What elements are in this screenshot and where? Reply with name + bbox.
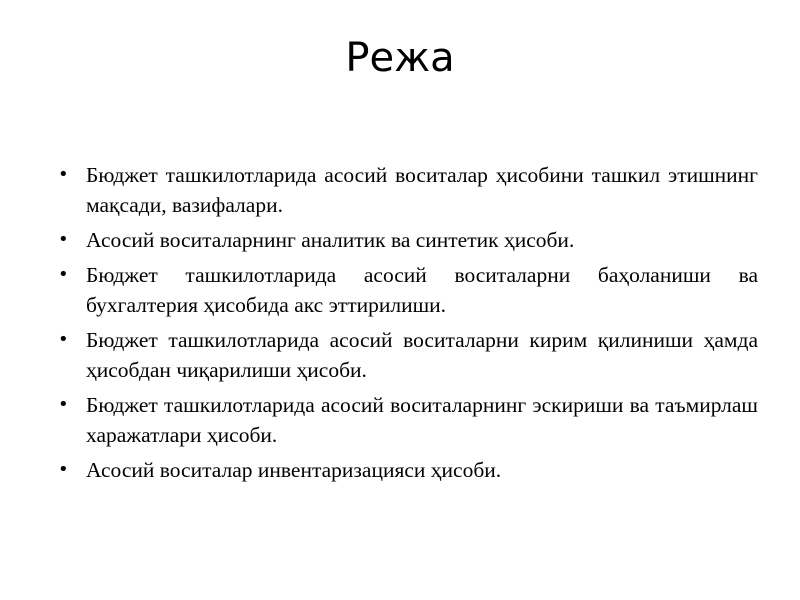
bullet-icon: •	[58, 229, 69, 250]
bullet-text: Бюджет ташкилотларида асосий воситаларни баҳоланиши ва бухгалтерия ҳисобида акс эттирилиши.	[86, 263, 758, 317]
bullet-icon: •	[58, 394, 69, 415]
bullet-text: Бюджет ташкилотларида асосий воситаларнинг эскириши ва таъмирлаш харажатлари ҳисоби.	[86, 393, 758, 447]
bullet-text: Асосий воситалар инвентаризацияси ҳисоби.	[86, 458, 502, 482]
bullet-item	[58, 260, 758, 320]
bullet-icon: •	[58, 459, 69, 480]
bullet-text: Бюджет ташкилотларида асосий воситалар ҳисобини ташкил этишнинг мақсади, вазифалари.	[86, 163, 758, 217]
bullet-item	[58, 225, 758, 255]
bullet-item	[58, 160, 758, 220]
bullet-text: Бюджет ташкилотларида асосий воситаларни кирим қилиниши ҳамда ҳисобдан чиқарилиши ҳисоби.	[86, 328, 758, 382]
bullet-icon: •	[58, 164, 69, 185]
bullet-icon: •	[58, 329, 69, 350]
bullet-item	[58, 390, 758, 450]
bullet-text: Асосий воситаларнинг аналитик ва синтетик ҳисоби.	[86, 228, 575, 252]
slide-title: Режа	[345, 35, 455, 81]
bullet-item	[58, 325, 758, 385]
bullet-list	[58, 160, 758, 490]
bullet-item	[58, 455, 758, 485]
bullet-icon: •	[58, 264, 69, 285]
